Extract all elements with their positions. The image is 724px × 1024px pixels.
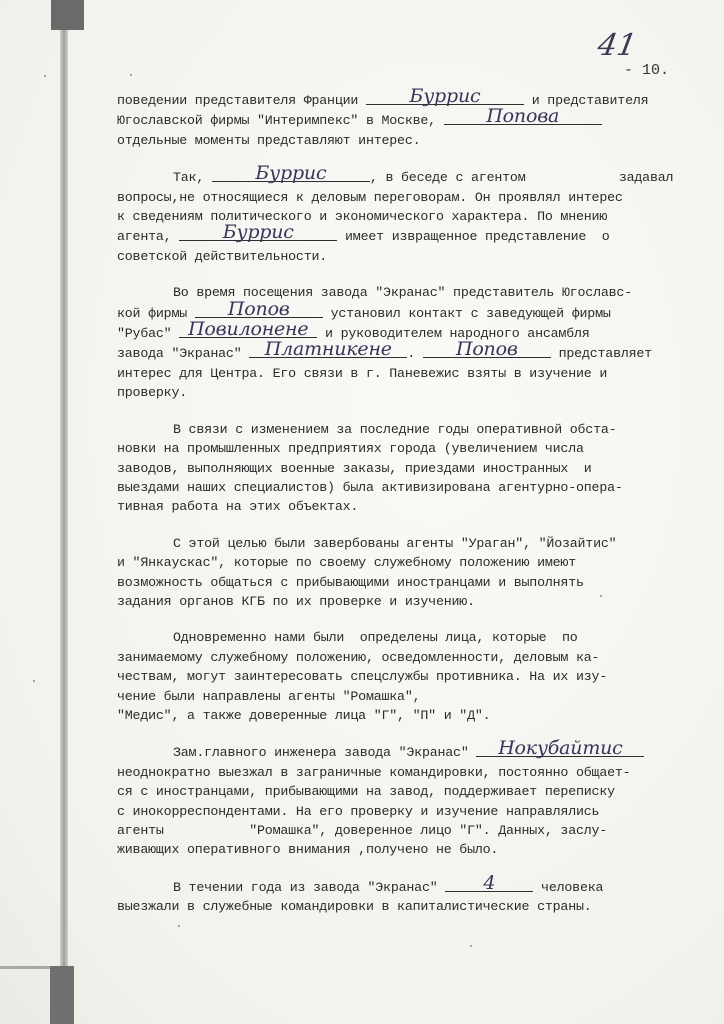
typed-text: чение были направлены агенты "Ромашка", bbox=[117, 688, 421, 704]
typed-text: вопросы,не относящиеся к деловым переговорам. Он проявлял интерес bbox=[117, 189, 623, 205]
paragraph-p6 bbox=[117, 628, 697, 725]
text-line bbox=[117, 85, 697, 110]
text-line bbox=[117, 338, 697, 363]
handwritten-name-field: Буррис bbox=[212, 165, 370, 182]
typed-text: Югославской фирмы "Интеримпекс" в Москве, bbox=[117, 113, 444, 129]
text-line bbox=[117, 478, 697, 497]
typed-text: неоднократно выезжал в заграничные командировки, постоянно общает- bbox=[117, 764, 631, 780]
typed-text: завода "Экранас" bbox=[117, 346, 250, 362]
scan-speck bbox=[33, 680, 35, 682]
typed-text: интерес для Центра. Его связи в г. Паневежис взяты в изучение и bbox=[117, 365, 608, 381]
text-line bbox=[117, 897, 697, 916]
typed-text: С этой целью были завербованы агенты "Ураган", "Йозайтис" bbox=[173, 535, 617, 551]
text-line bbox=[117, 247, 697, 266]
text-line bbox=[117, 737, 697, 762]
text-line bbox=[117, 188, 697, 207]
paragraph-p4 bbox=[117, 420, 697, 517]
typed-text: "Рубас" bbox=[117, 326, 180, 342]
scan-speck bbox=[130, 74, 132, 76]
folio-number: 41 bbox=[594, 28, 640, 63]
typed-text: выездами наших специалистов) была активизирована агентурно-опера- bbox=[117, 479, 623, 495]
scan-speck bbox=[600, 595, 602, 597]
typed-text: живающих оперативного внимания ,получено не было. bbox=[117, 842, 499, 858]
handwritten-name-field: Попов bbox=[423, 341, 551, 358]
typed-text: занимаемому служебному положению, осведомленности, деловым ка- bbox=[117, 649, 600, 665]
paragraph-p1 bbox=[117, 85, 697, 150]
text-line bbox=[117, 821, 697, 840]
handwritten-name-field: Буррис bbox=[179, 224, 337, 241]
text-line bbox=[117, 459, 697, 478]
text-line bbox=[117, 763, 697, 782]
typed-text: имеет извращенное представление о bbox=[337, 229, 610, 245]
typed-text: установил контакт с заведующей фирмы bbox=[322, 305, 611, 321]
typed-text: представляет bbox=[550, 346, 652, 362]
typed-text: и руководителем народного ансамбля bbox=[317, 326, 590, 342]
typed-text: Зам.главного инженера завода "Экранас" bbox=[173, 745, 477, 761]
typed-text: В связи с изменением за последние годы оперативной обста- bbox=[173, 421, 617, 437]
text-line bbox=[117, 221, 697, 246]
paragraph-p7 bbox=[117, 737, 697, 859]
typed-text: , в беседе с агентом задавал bbox=[369, 170, 674, 186]
text-line bbox=[117, 534, 697, 553]
handwritten-name-field: Платникене bbox=[249, 341, 407, 358]
text-line bbox=[117, 782, 697, 801]
typed-text: кой фирмы bbox=[117, 305, 195, 321]
text-line bbox=[117, 573, 697, 592]
typed-text: Во время посещения завода "Экранас" представитель Югославс- bbox=[173, 285, 632, 301]
text-line bbox=[117, 364, 697, 383]
binding-ledge bbox=[0, 966, 52, 969]
typed-text: к сведениям политического и экономического характера. По мнению bbox=[117, 209, 608, 225]
typed-text: Одновременно нами были определены лица, которые по bbox=[173, 630, 578, 646]
typed-text: задания органов КГБ по их проверке и изучению. bbox=[117, 593, 475, 609]
text-line bbox=[117, 162, 697, 187]
binding-strip bbox=[60, 30, 68, 970]
handwritten-name-field: Нокубайтис bbox=[476, 740, 644, 757]
handwritten-name-field: Повилонене bbox=[179, 321, 317, 338]
binding-clip-bottom bbox=[50, 966, 74, 1024]
paragraph-p3 bbox=[117, 283, 697, 402]
text-line bbox=[117, 706, 697, 725]
typed-text: возможность общаться с прибывающими иностранцами и выполнять bbox=[117, 574, 584, 590]
typed-text: человека bbox=[533, 879, 604, 895]
text-line bbox=[117, 439, 697, 458]
typed-text: агента, bbox=[117, 229, 180, 245]
scan-speck bbox=[178, 925, 180, 927]
scan-speck bbox=[470, 945, 472, 947]
typed-text: новки на промышленных предприятиях города (увеличением числа bbox=[117, 441, 584, 457]
typed-text: и представителя bbox=[523, 93, 649, 108]
text-line bbox=[117, 420, 697, 439]
text-line bbox=[117, 592, 697, 611]
text-line bbox=[117, 131, 697, 150]
binding-clip-top bbox=[51, 0, 84, 30]
text-line bbox=[117, 105, 697, 130]
typed-text: и "Янкаускас", которые по своему служебному положению имеют bbox=[117, 555, 576, 571]
typed-text: с инокорреспондентами. На его проверку и изучение направлялись bbox=[117, 803, 600, 819]
scan-speck bbox=[44, 75, 46, 77]
text-line bbox=[117, 318, 697, 343]
typed-text: проверку. bbox=[117, 385, 188, 401]
handwritten-name-field: Попов bbox=[195, 301, 323, 318]
text-line bbox=[117, 667, 697, 686]
typed-text: ся с иностранцами, прибывающими на завод, поддерживает переписку bbox=[117, 784, 615, 800]
typed-text: Так, bbox=[173, 170, 212, 186]
typed-text: поведении представителя Франции bbox=[117, 93, 366, 108]
text-line bbox=[117, 802, 697, 821]
paragraph-p8 bbox=[117, 871, 697, 917]
page-number: - 10. bbox=[624, 62, 670, 79]
typed-text: отдельные моменты представляют интерес. bbox=[117, 132, 421, 148]
typed-text: В течении года из завода "Экранас" bbox=[173, 879, 446, 895]
typed-text: "Медис", а также доверенные лица "Г", "П" и "Д". bbox=[117, 707, 491, 723]
typed-text: заводов, выполняющих военные заказы, приездами иностранных и bbox=[117, 460, 592, 476]
text-line bbox=[117, 687, 697, 706]
paragraph-p2 bbox=[117, 162, 697, 266]
typed-text: советской действительности. bbox=[117, 248, 328, 264]
text-line bbox=[117, 553, 697, 572]
text-line bbox=[117, 871, 697, 897]
typed-text: чествам, могут заинтересовать спецслужбы противника. На их изу- bbox=[117, 669, 608, 685]
typed-text: тивная работа на этих объектах. bbox=[117, 499, 359, 515]
text-line bbox=[117, 628, 697, 647]
text-line bbox=[117, 497, 697, 516]
document-body bbox=[117, 85, 697, 934]
paragraph-p5 bbox=[117, 534, 697, 612]
typed-text: агенты "Ромашка", доверенное лицо "Г". Данных, заслу- bbox=[117, 823, 608, 838]
handwritten-name-field: Буррис bbox=[366, 88, 524, 105]
text-line bbox=[117, 840, 697, 859]
text-line bbox=[117, 383, 697, 402]
handwritten-name-field: 4 bbox=[445, 875, 533, 892]
typed-text: выезжали в служебные командировки в капиталистические страны. bbox=[117, 899, 592, 915]
handwritten-name-field: Попова bbox=[444, 108, 602, 125]
text-line bbox=[117, 648, 697, 667]
typed-text: . bbox=[407, 346, 423, 362]
